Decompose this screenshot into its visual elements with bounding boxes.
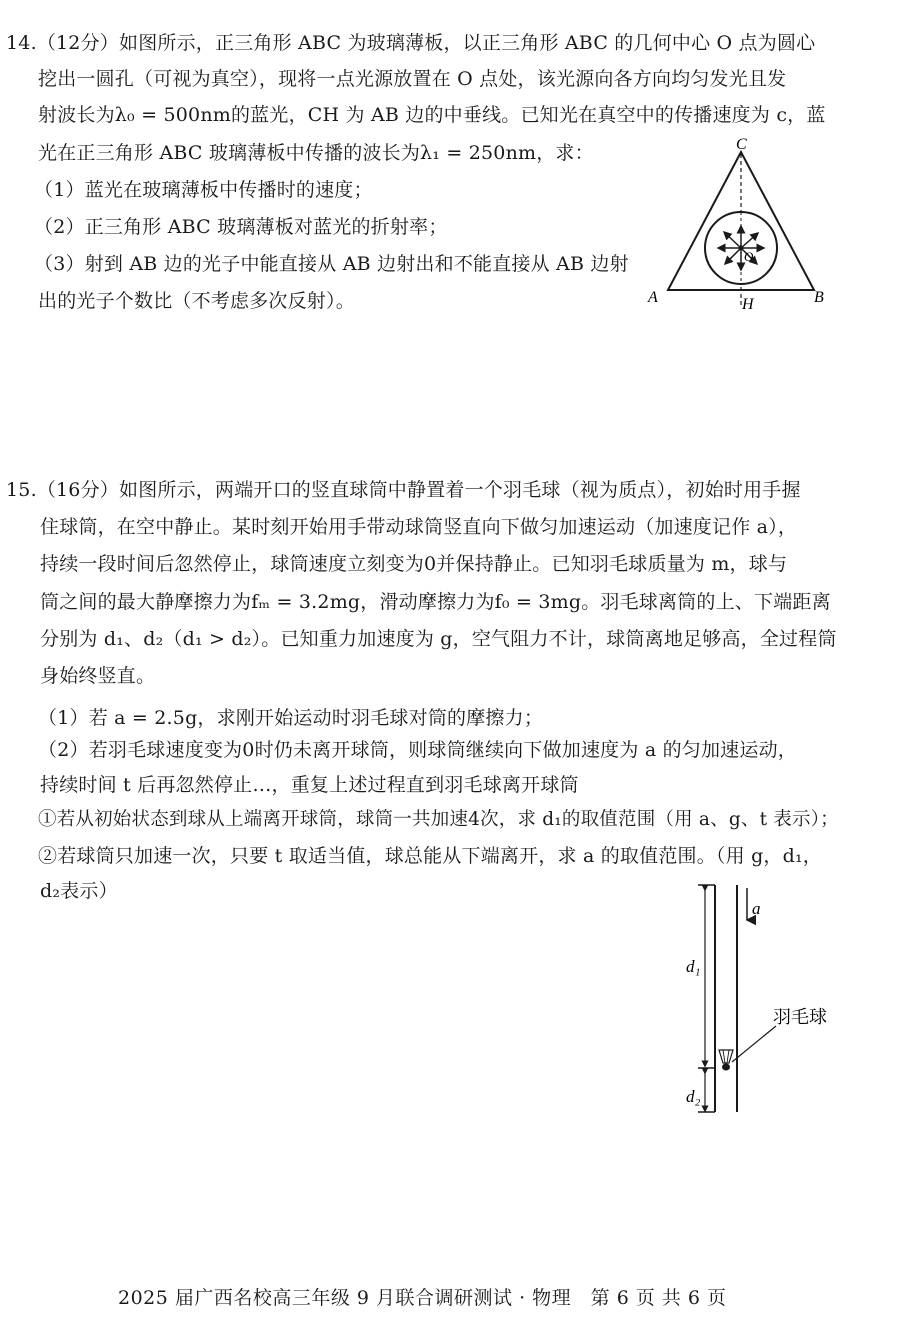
shuttlecock-icon — [719, 1050, 733, 1071]
label-h: H — [742, 296, 754, 313]
q14-part-3-cont: 出的光子个数比（不考虑多次反射）。 — [38, 290, 355, 312]
q15-line-4: 筒之间的最大静摩擦力为fₘ = 3.2mg，滑动摩擦力为f₀ = 3mg。羽毛球离筒的上、下端距离 — [40, 591, 831, 613]
q14-part-2: （2）正三角形 ABC 玻璃薄板对蓝光的折射率； — [34, 216, 448, 238]
q15-line-6: 身始终竖直。 — [40, 665, 156, 687]
label-b: B — [814, 289, 824, 306]
label-o: O — [744, 249, 754, 264]
q14-line-4: 光在正三角形 ABC 玻璃薄板中传播的波长为λ₁ = 250nm，求： — [38, 142, 594, 164]
q15-line-3: 持续一段时间后忽然停止，球筒速度立刻变为0并保持静止。已知羽毛球质量为 m，球与 — [40, 553, 788, 575]
q15-line-5: 分别为 d₁、d₂（d₁ > d₂）。已知重力加速度为 g，空气阻力不计，球筒离地足够高，全过程筒 — [40, 628, 837, 650]
label-d1: d₁ — [686, 957, 701, 976]
label-a-accel: a — [752, 899, 761, 918]
q15-subpart-2: ②若球筒只加速一次，只要 t 取适当值，球总能从下端离开，求 a 的取值范围。（用 g，d₁， — [38, 845, 823, 867]
q15-part-2: （2）若羽毛球速度变为0时仍未离开球筒，则球筒继续向下做加速度为 a 的匀加速运动， — [38, 739, 797, 761]
label-d2: d₂ — [686, 1087, 701, 1106]
q14-line-2: 挖出一圆孔（可视为真空），现将一点光源放置在 O 点处，该光源向各方向均匀发光且发 — [38, 68, 787, 90]
q15-tube-figure — [670, 880, 840, 1120]
q15-line-1: 15.（16分）如图所示，两端开口的竖直球筒中静置着一个羽毛球（视为质点），初始时用手握 — [6, 479, 801, 501]
q15-part-2-cont: 持续时间 t 后再忽然停止…，重复上述过程直到羽毛球离开球筒 — [40, 774, 579, 796]
q14-triangle-figure — [640, 130, 840, 315]
shuttlecock-pointer — [732, 1026, 776, 1062]
label-c: C — [736, 136, 747, 153]
label-shuttlecock: 羽毛球 — [773, 1007, 827, 1028]
q15-part-1: （1）若 a = 2.5g，求刚开始运动时羽毛球对筒的摩擦力； — [38, 707, 544, 729]
q15-subpart-1: ①若从初始状态到球从上端离开球筒，球筒一共加速4次，求 d₁的取值范围（用 a、g、t 表示）； — [38, 809, 839, 830]
q15-line-2: 住球筒，在空中静止。某时刻开始用手带动球筒竖直向下做匀加速运动（加速度记作 a）， — [40, 516, 798, 538]
page-footer: 2025 届广西名校高三年级 9 月联合调研测试 · 物理 第 6 页 共 6 页 — [118, 1287, 727, 1309]
q14-part-3: （3）射到 AB 边的光子中能直接从 AB 边射出和不能直接从 AB 边射 — [34, 253, 629, 275]
q15-subpart-2-cont: d₂表示） — [40, 880, 118, 902]
light-source-point — [739, 246, 744, 251]
q14-line-1: 14.（12分）如图所示，正三角形 ABC 为玻璃薄板，以正三角形 ABC 的几何中心 O 点为圆心 — [6, 32, 816, 54]
q14-line-3: 射波长为λ₀ = 500nm的蓝光，CH 为 AB 边的中垂线。已知光在真空中的传播速度为 c，蓝 — [38, 104, 826, 126]
label-a: A — [648, 289, 658, 306]
q14-part-1: （1）蓝光在玻璃薄板中传播时的速度； — [34, 179, 373, 201]
